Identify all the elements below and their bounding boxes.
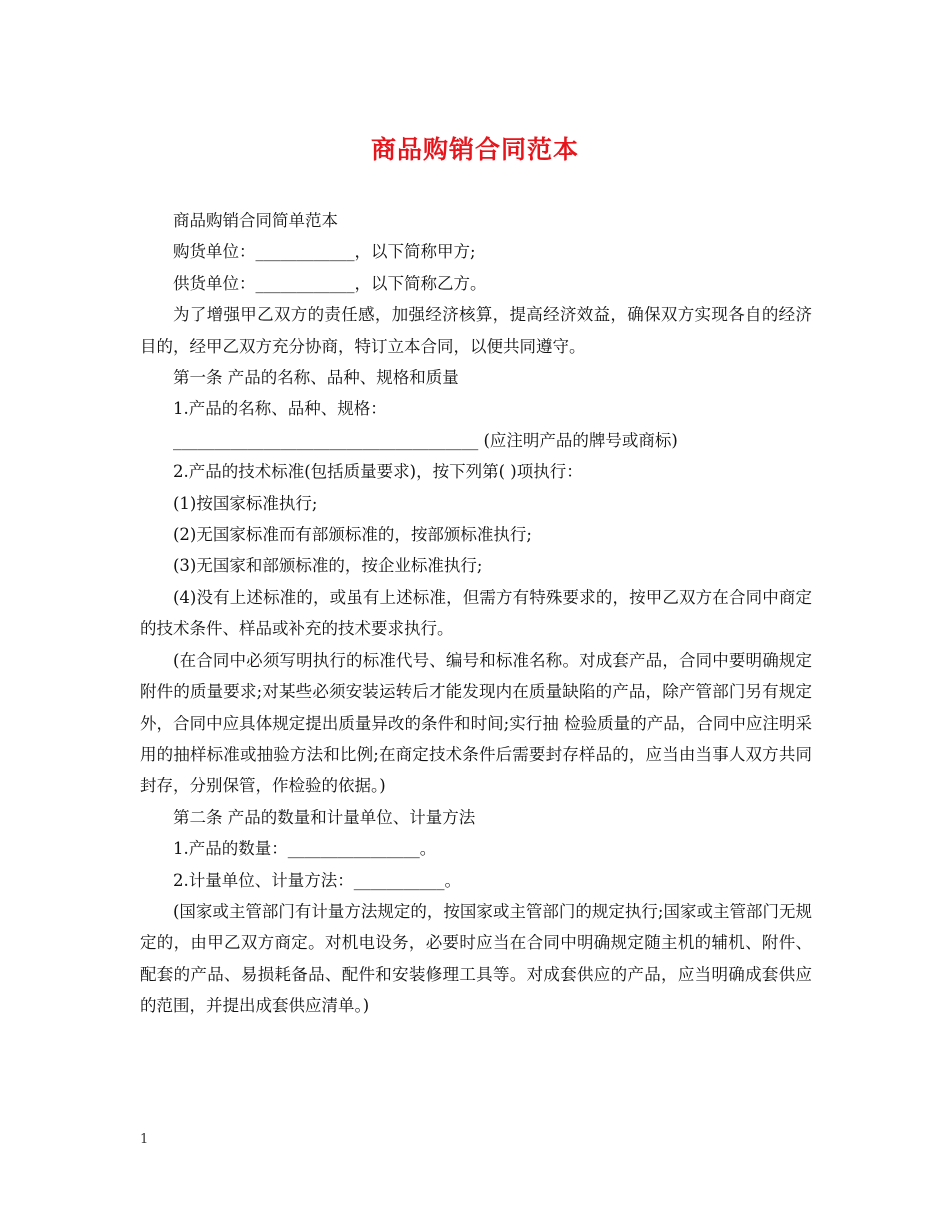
paragraph-buyer: 购货单位：____________，以下简称甲方; (173, 242, 476, 262)
paragraph-article-2-item-1: 1.产品的数量：________________。 (173, 839, 437, 859)
paragraph-subtitle: 商品购销合同简单范本 (173, 211, 338, 230)
paragraph-article-2-heading: 第二条 产品的数量和计量单位、计量方法 (173, 807, 476, 827)
paragraph-article-2-item-2: 2.计量单位、计量方法：___________。 (173, 870, 461, 890)
document-body (140, 205, 812, 1022)
page-number: 1 (140, 1132, 149, 1147)
paragraph-article-1-heading: 第一条 产品的名称、品种、规格和质量 (173, 368, 459, 388)
paragraph-standard-3: (3)无国家和部颁标准的，按企业标准执行; (173, 556, 483, 576)
paragraph-quantity-note: (国家或主管部门有计量方法规定的，按国家或主管部门的规定执行;国家或主管部门无规定的，由甲乙双方商定。对机电设务，必要时应当在合同中明确规定随主机的辅机、附件、配套的产品、易损耗备品、配件和安装修理工具等。对成套供应的产品，应当明确成套供应的范围，并提出成套供应清单。) (140, 901, 812, 1016)
paragraph-article-1-item-1: 1.产品的名称、品种、规格： (173, 399, 387, 419)
paragraph-article-1-item-1-blank: _____________________________________ (应注明产品的牌号或商标) (173, 430, 678, 450)
paragraph-supplier: 供货单位：____________，以下简称乙方。 (173, 273, 487, 293)
paragraph-standard-1: (1)按国家标准执行; (173, 493, 318, 513)
paragraph-preamble: 为了增强甲乙双方的责任感，加强经济核算，提高经济效益，确保双方实现各自的经济目的，经甲乙双方充分协商，特订立本合同，以便共同遵守。 (140, 305, 812, 356)
paragraph-standard-4: (4)没有上述标准的，或虽有上述标准，但需方有特殊要求的，按甲乙双方在合同中商定的技术条件、样品或补充的技术要求执行。 (140, 587, 812, 639)
paragraph-standard-2: (2)无国家标准而有部颁标准的，按部颁标准执行; (173, 525, 532, 545)
paragraph-quality-note: (在合同中必须写明执行的标准代号、编号和标准名称。对成套产品，合同中要明确规定附件的质量要求;对某些必须安装运转后才能发现内在质量缺陷的产品，除产管部门另有规定外，合同中应具体规定提出质量异改的条件和时间;实行抽 检验质量的产品，合同中应注明采用的抽样标准或抽验方法和比例;在商定技术条件后需要封存样品的，应当由当事人双方共同封存，分别保管，作检验的依据。) (140, 650, 812, 796)
paragraph-article-1-item-2: 2.产品的技术标准(包括质量要求)，按下列第( )项执行： (173, 462, 583, 482)
document-title: 商品购销合同范本 (370, 135, 579, 164)
